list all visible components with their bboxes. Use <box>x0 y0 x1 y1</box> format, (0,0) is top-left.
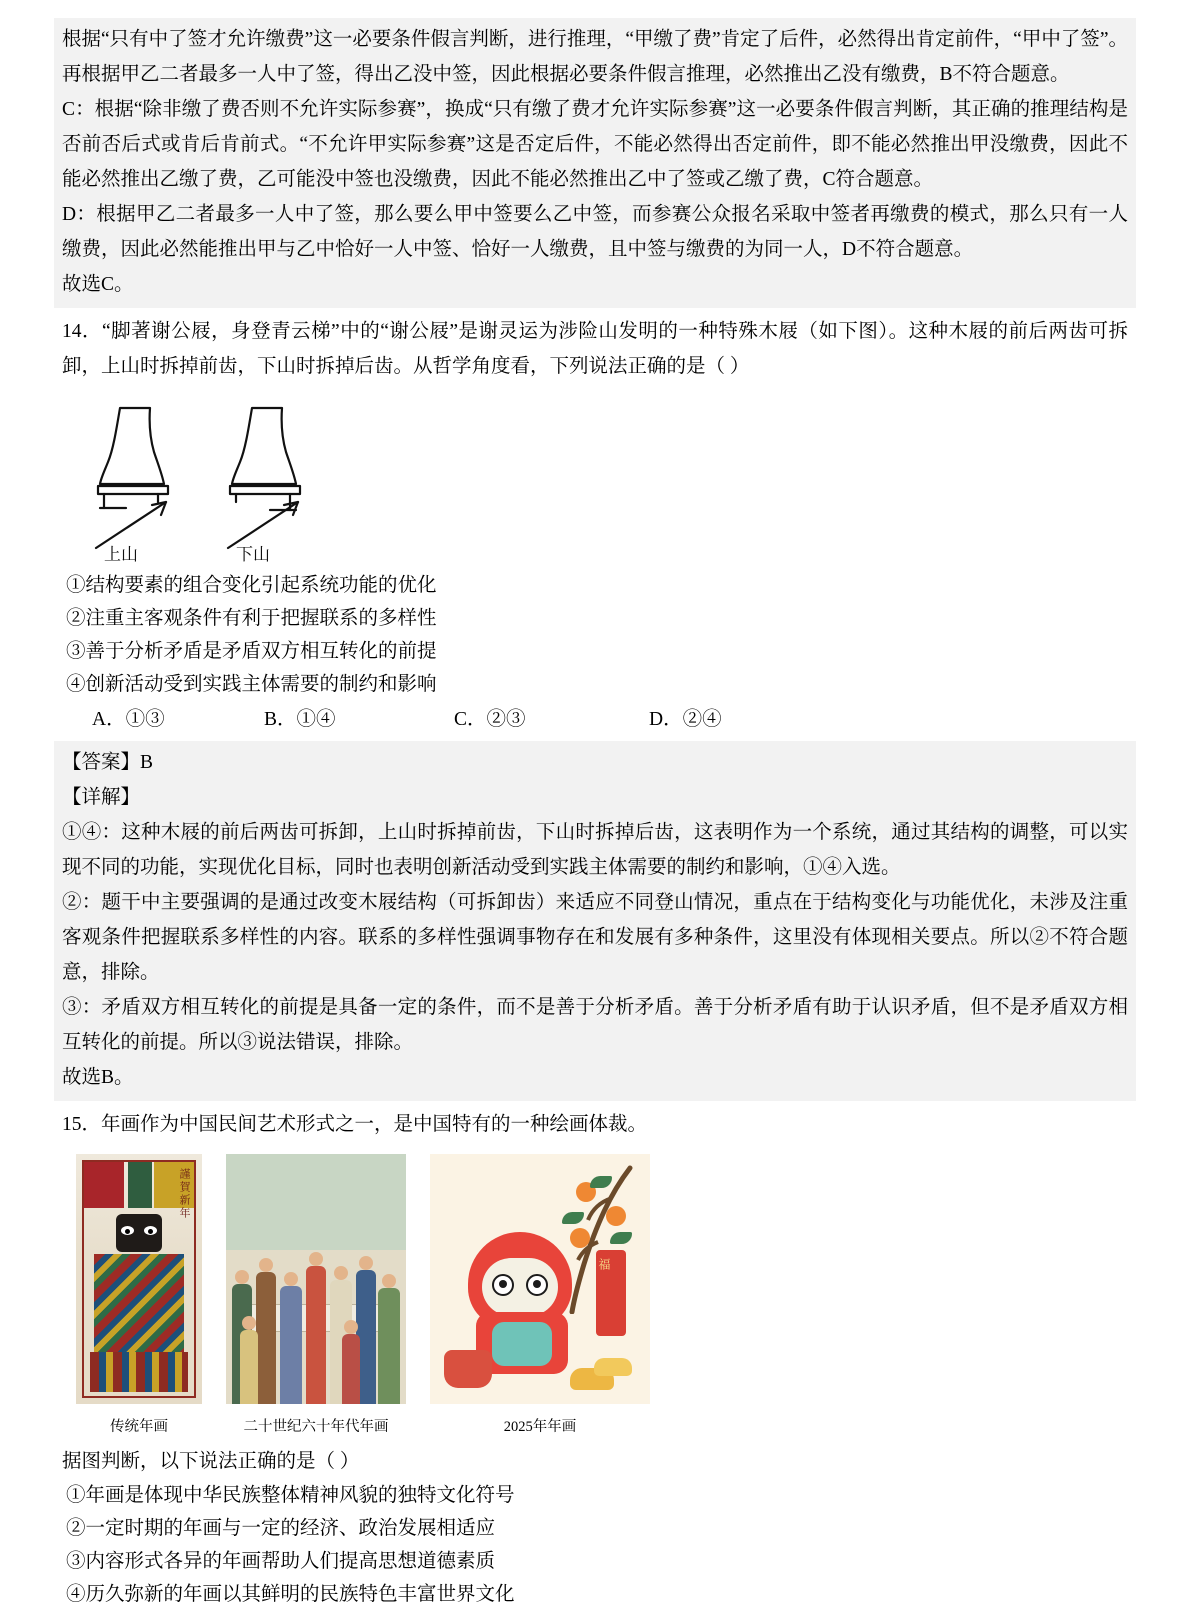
q15-image-item-3 <box>430 1154 650 1438</box>
figure-label-uphill: 上山 <box>104 545 138 563</box>
q14-explanation-2: ②：题干中主要强调的是通过改变木屐结构（可拆卸齿）来适应不同登山情况，重点在于结构变化与功能优化，未涉及注重客观条件把握联系多样性的内容。联系的多样性强调事物存在和发展有多种条件，这里没有体现相关要点。所以②不符合题意，排除。 <box>62 892 1128 983</box>
q15-option-4: ④历久弥新的年画以其鲜明的民族特色丰富世界文化 <box>66 1584 515 1605</box>
q15-image-caption-2: 二十世纪六十年代年画 <box>243 1419 389 1435</box>
q15-option-3: ③内容形式各异的年画帮助人们提高思想道德素质 <box>66 1551 496 1572</box>
q13-option-c-analysis: C：根据“除非缴了费否则不允许实际参赛”，换成“只有缴了费才允许实际参赛”这一必要条件假言判断，其正确的推理结构是否前否后式或肯后肯前式。“不允许甲实际参赛”这是否定后件，不能必然得出否定前件，即不能必然推出甲没缴费，因此不能必然推出乙缴了费，乙可能没中签也没缴费，因此不能必然推出乙中了签或乙缴了费，C符合题意。 <box>62 99 1128 190</box>
q13-option-d-analysis: D：根据甲乙二者最多一人中了签，那么要么甲中签要么乙中签，而参赛公众报名采取中签者再缴费的模式，那么只有一人缴费，因此必然能推出甲与乙中恰好一人中签、恰好一人缴费，且中签与缴费的为同一人，D不符合题意。 <box>62 204 1128 260</box>
q15-prompt: 据图判断，以下说法正确的是（ ） <box>62 1451 360 1472</box>
q14-explanation-label: 【详解】 <box>62 787 141 808</box>
q14-answer: 【答案】B <box>62 752 154 773</box>
q14-explanation-3: ③：矛盾双方相互转化的前提是具备一定的条件，而不是善于分析矛盾。善于分析矛盾有助于认识矛盾，但不是矛盾双方相互转化的前提。所以③说法错误，排除。 <box>62 997 1128 1053</box>
q14-option-2: ②注重主客观条件有利于把握联系的多样性 <box>66 608 437 629</box>
q15-image-row <box>62 1154 1128 1438</box>
q13-option-b-analysis: 根据“只有中了签才允许缴费”这一必要条件假言判断，进行推理，“甲缴了费”肯定了后件，必然得出肯定前件，“甲中了签”。再根据甲乙二者最多一人中了签，得出乙没中签，因此根据必要条件假言推理，必然推出乙没有缴费，B不符合题意。 <box>62 29 1128 85</box>
clog-diagram-svg <box>80 398 370 563</box>
q13-analysis-block <box>54 18 1136 308</box>
q14-choice-c[interactable]: C．②③ <box>454 709 526 730</box>
sixties-nianhua-image <box>226 1154 406 1404</box>
q13-conclusion: 故选C。 <box>62 274 134 295</box>
q15-image-caption-3: 2025年年画 <box>503 1419 577 1435</box>
q15-image-item-2 <box>226 1154 406 1438</box>
q14-stem: 14．“脚著谢公屐，身登青云梯”中的“谢公屐”是谢灵运为涉险山发明的一种特殊木屐（如下图）。这种木屐的前后两齿可拆卸，上山时拆掉前齿，下山时拆掉后齿。从哲学角度看，下列说法正确的是（ ） <box>62 321 1128 377</box>
q14-option-1: ①结构要素的组合变化引起系统功能的优化 <box>66 575 437 596</box>
q14-choices <box>62 703 1128 737</box>
traditional-nianhua-image: 謹賀新年 <box>76 1154 202 1404</box>
fu-scroll <box>596 1250 626 1336</box>
q14-figure <box>62 398 1128 563</box>
q14-option-3: ③善于分析矛盾是矛盾双方相互转化的前提 <box>66 641 437 662</box>
year-2025-nianhua-image <box>430 1154 650 1404</box>
fu-scroll-text: 福 <box>597 1258 611 1273</box>
q14-answer-block <box>54 741 1136 1101</box>
figure-label-downhill: 下山 <box>236 545 270 563</box>
q14-choice-b[interactable]: B．①④ <box>264 709 336 730</box>
q14-option-4: ④创新活动受到实践主体需要的制约和影响 <box>66 674 437 695</box>
q14-explanation-1: ①④：这种木屐的前后两齿可拆卸，上山时拆掉前齿，下山时拆掉后齿，这表明作为一个系统，通过其结构的调整，可以实现不同的功能，实现优化目标，同时也表明创新活动受到实践主体需要的制约和影响，①④入选。 <box>62 822 1128 878</box>
q15-image-item-1 <box>76 1154 202 1438</box>
q15-image-caption-1: 传统年画 <box>110 1419 168 1435</box>
q14-choice-a[interactable]: A．①③ <box>92 709 165 730</box>
q15-option-2: ②一定时期的年画与一定的经济、政治发展相适应 <box>66 1518 496 1539</box>
q14-explanation-conclusion: 故选B。 <box>62 1067 134 1088</box>
q14-choice-d[interactable]: D．②④ <box>649 709 722 730</box>
q15-option-1: ①年画是体现中华民族整体精神风貌的独特文化符号 <box>66 1485 515 1506</box>
q15-stem: 15．年画作为中国民间艺术形式之一，是中国特有的一种绘画体裁。 <box>62 1114 648 1135</box>
